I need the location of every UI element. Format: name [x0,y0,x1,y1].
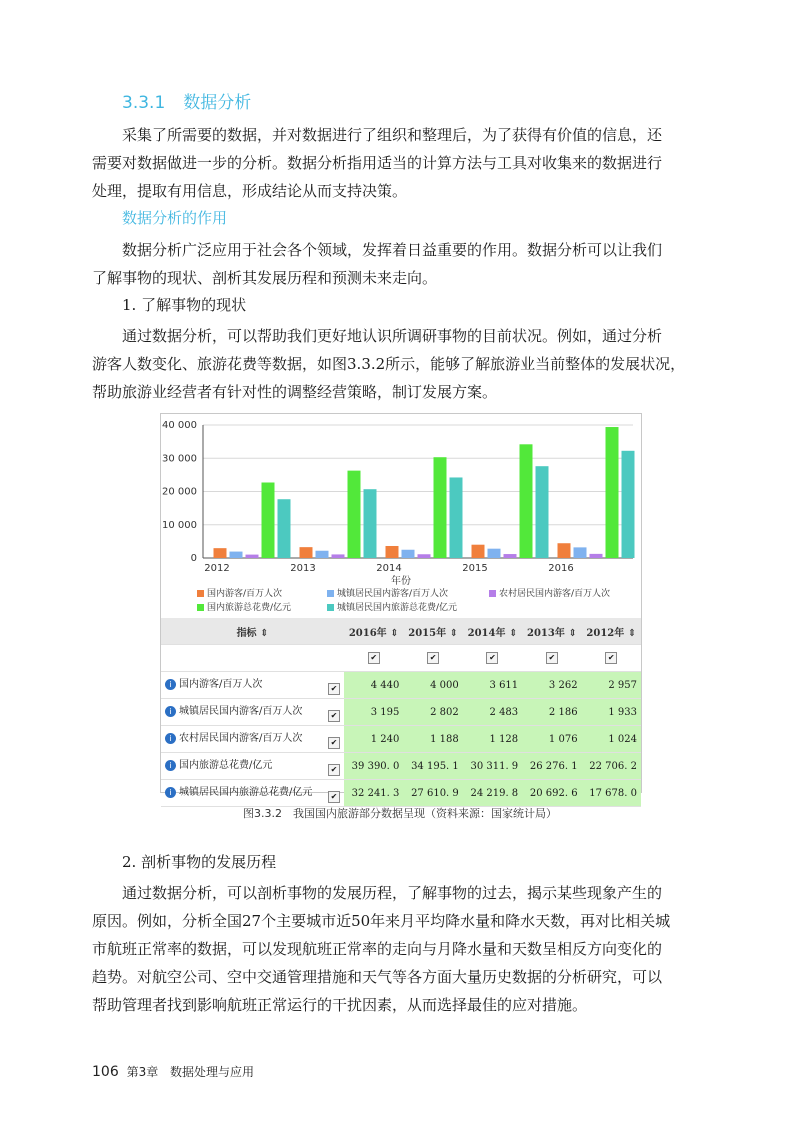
column-checkbox[interactable]: ✔ [522,645,581,672]
text-line: 了解事物的现状、剖析其发展历程和预测未来走向。 [92,269,438,287]
table-cell: 3 262 [522,672,581,699]
info-icon[interactable]: i [165,706,176,717]
info-icon[interactable]: i [165,787,176,798]
table-cell: 30 311. 9 [463,753,522,780]
column-header[interactable]: 2015年 ⇕ [403,618,462,645]
table-cell: 26 276. 1 [522,753,581,780]
column-checkbox[interactable]: ✔ [463,645,522,672]
legend-swatch [197,604,204,611]
legend-swatch [327,590,334,597]
legend-swatch [489,590,496,597]
legend-label: 国内游客/百万人次 [207,589,283,599]
chapter-number: 第3章 [126,1065,159,1079]
bar [520,444,533,558]
bar [434,457,447,558]
column-checkbox[interactable]: ✔ [344,645,403,672]
bar [300,547,313,558]
row-checkbox[interactable]: ✔ [328,683,340,695]
table-cell: 1 240 [344,726,403,753]
bar [504,554,517,558]
row-checkbox[interactable]: ✔ [328,737,340,749]
row-label: 城镇居民国内游客/百万人次 [179,706,303,717]
bar [488,549,501,558]
table-cell: 1 188 [403,726,462,753]
legend-item [327,600,457,613]
y-tick-label: 40 000 [162,420,197,431]
table-cell: 2 802 [403,699,462,726]
text-line: 帮助管理者找到影响航班正常运行的干扰因素，从而选择最佳的应对措施。 [92,996,588,1014]
row-checkbox[interactable]: ✔ [328,791,340,803]
text-line: 趋势。对航空公司、空中交通管理措施和天气等各方面大量历史数据的分析研究，可以 [92,968,663,986]
subheading: 数据分析的作用 [122,209,228,227]
x-tick-label: 2012 [204,563,230,574]
column-checkbox[interactable]: ✔ [582,645,641,672]
bar [558,543,571,558]
figure-3-3-2 [160,413,642,801]
table-cell: 3 195 [344,699,403,726]
table-cell: 2 186 [522,699,581,726]
intro-paragraph [92,121,712,205]
y-tick-label: 30 000 [162,453,197,465]
legend-label: 国内旅游总花费/亿元 [207,603,292,613]
bar [386,546,399,558]
table-cell: 4 440 [344,672,403,699]
section-title: 数据分析 [183,93,252,113]
table-cell: 1 076 [522,726,581,753]
bar [402,550,415,558]
text-line: 原因。例如，分析全国27个主要城市近50年来月平均降水量和降水天数，再对比相关城 [92,912,671,930]
table-row [161,699,641,726]
bar-chart [161,414,641,586]
column-toggle-row [161,645,641,672]
row-checkbox[interactable]: ✔ [328,710,340,722]
table-cell: 24 219. 8 [463,780,522,807]
item1-title: 1. 了解事物的现状 [122,296,247,314]
column-header[interactable]: 2012年 ⇕ [582,618,641,645]
table-row [161,672,641,699]
table-cell: 39 390. 0 [344,753,403,780]
table-cell: 34 195. 1 [403,753,462,780]
page-number: 106 [92,1064,119,1080]
page-footer [92,1063,254,1080]
table-cell: 22 706. 2 [582,753,641,780]
column-header[interactable]: 2013年 ⇕ [522,618,581,645]
text-line: 通过数据分析，可以帮助我们更好地认识所调研事物的目前状况。例如，通过分析 [122,327,663,345]
bar [536,466,549,558]
text-line: 需要对数据做进一步的分析。数据分析指用适当的计算方法与工具对收集来的数据进行 [92,154,663,172]
y-tick-label: 10 000 [162,519,197,531]
y-tick-label: 0 [190,553,197,564]
table-cell: 2 483 [463,699,522,726]
bar [622,451,635,558]
table-cell: 20 692. 6 [522,780,581,807]
table-cell: 4 000 [403,672,462,699]
info-icon[interactable]: i [165,760,176,771]
text-line: 处理，提取有用信息，形成结论从而支持决策。 [92,182,408,200]
text-line: 游客人数变化、旅游花费等数据，如图3.3.2所示，能够了解旅游业当前整体的发展状况， [92,355,686,373]
x-tick-label: 2015 [462,563,488,574]
bar [230,552,243,558]
bar [332,554,345,558]
table-cell: 1 933 [582,699,641,726]
bar [364,489,377,558]
legend-swatch [327,604,334,611]
item1-paragraph [92,322,712,406]
chapter-title: 数据处理与应用 [170,1065,255,1079]
table-cell: 2 957 [582,672,641,699]
section-heading [122,88,251,113]
legend-item [197,586,282,599]
column-header[interactable]: 2014年 ⇕ [463,618,522,645]
legend-label: 农村居民国内游客/百万人次 [499,589,611,599]
table-row [161,753,641,780]
legend-swatch [197,590,204,597]
table-cell: 27 610. 9 [403,780,462,807]
text-line: 市航班正常率的数据，可以发现航班正常率的走向与月降水量和天数呈相反方向变化的 [92,940,663,958]
table-header-row [161,618,641,645]
section-number: 3.3.1 [122,93,166,113]
data-table [161,618,641,807]
bar [606,427,619,558]
row-label: 国内旅游总花费/亿元 [179,760,273,771]
bar [262,483,275,558]
bar [590,554,603,558]
table-cell: 3 611 [463,672,522,699]
table-cell: 1 128 [463,726,522,753]
table-row [161,780,641,807]
row-label: 国内游客/百万人次 [179,679,263,690]
bar [214,548,227,558]
row-label: 城镇居民国内旅游总花费/亿元 [179,787,313,798]
y-tick-label: 20 000 [162,486,197,498]
x-tick-label: 2013 [290,563,316,574]
figure-caption: 图3.3.2 我国国内旅游部分数据呈现（资料来源：国家统计局） [243,807,557,820]
column-header[interactable]: 指标 ⇕ [161,618,344,645]
empty-cell [161,645,344,672]
bar [418,554,431,558]
text-line: 数据分析广泛应用于社会各个领域，发挥着日益重要的作用。数据分析可以让我们 [122,241,663,259]
bar [348,471,361,558]
table-cell: 32 241. 3 [344,780,403,807]
bar [472,545,485,558]
row-checkbox[interactable]: ✔ [328,764,340,776]
table-cell: 17 678. 0 [582,780,641,807]
text-line: 帮助旅游业经营者有针对性的调整经营策略，制订发展方案。 [92,383,498,401]
x-axis-label: 年份 [391,576,411,587]
role-paragraph [92,236,712,292]
legend-label: 城镇居民国内游客/百万人次 [337,589,449,599]
legend-item [489,586,610,599]
item2-paragraph [92,879,712,1019]
bar [278,499,291,558]
legend-label: 城镇居民国内旅游总花费/亿元 [337,603,458,613]
legend-item [327,586,448,599]
x-tick-label: 2016 [548,563,574,574]
table-cell: 1 024 [582,726,641,753]
row-label: 农村居民国内游客/百万人次 [179,733,303,744]
x-tick-label: 2014 [376,563,402,574]
text-line: 通过数据分析，可以剖析事物的发展历程，了解事物的过去，揭示某些现象产生的 [122,884,663,902]
column-header[interactable]: 2016年 ⇕ [344,618,403,645]
bar [574,547,587,558]
bar [246,555,259,558]
item2-title: 2. 剖析事物的发展历程 [122,853,277,871]
legend-item [197,600,291,613]
text-line: 采集了所需要的数据，并对数据进行了组织和整理后，为了获得有价值的信息，还 [122,126,663,144]
bar [450,477,463,558]
info-icon[interactable]: i [165,733,176,744]
column-checkbox[interactable]: ✔ [403,645,462,672]
bar [316,551,329,558]
table-row [161,726,641,753]
info-icon[interactable]: i [165,679,176,690]
